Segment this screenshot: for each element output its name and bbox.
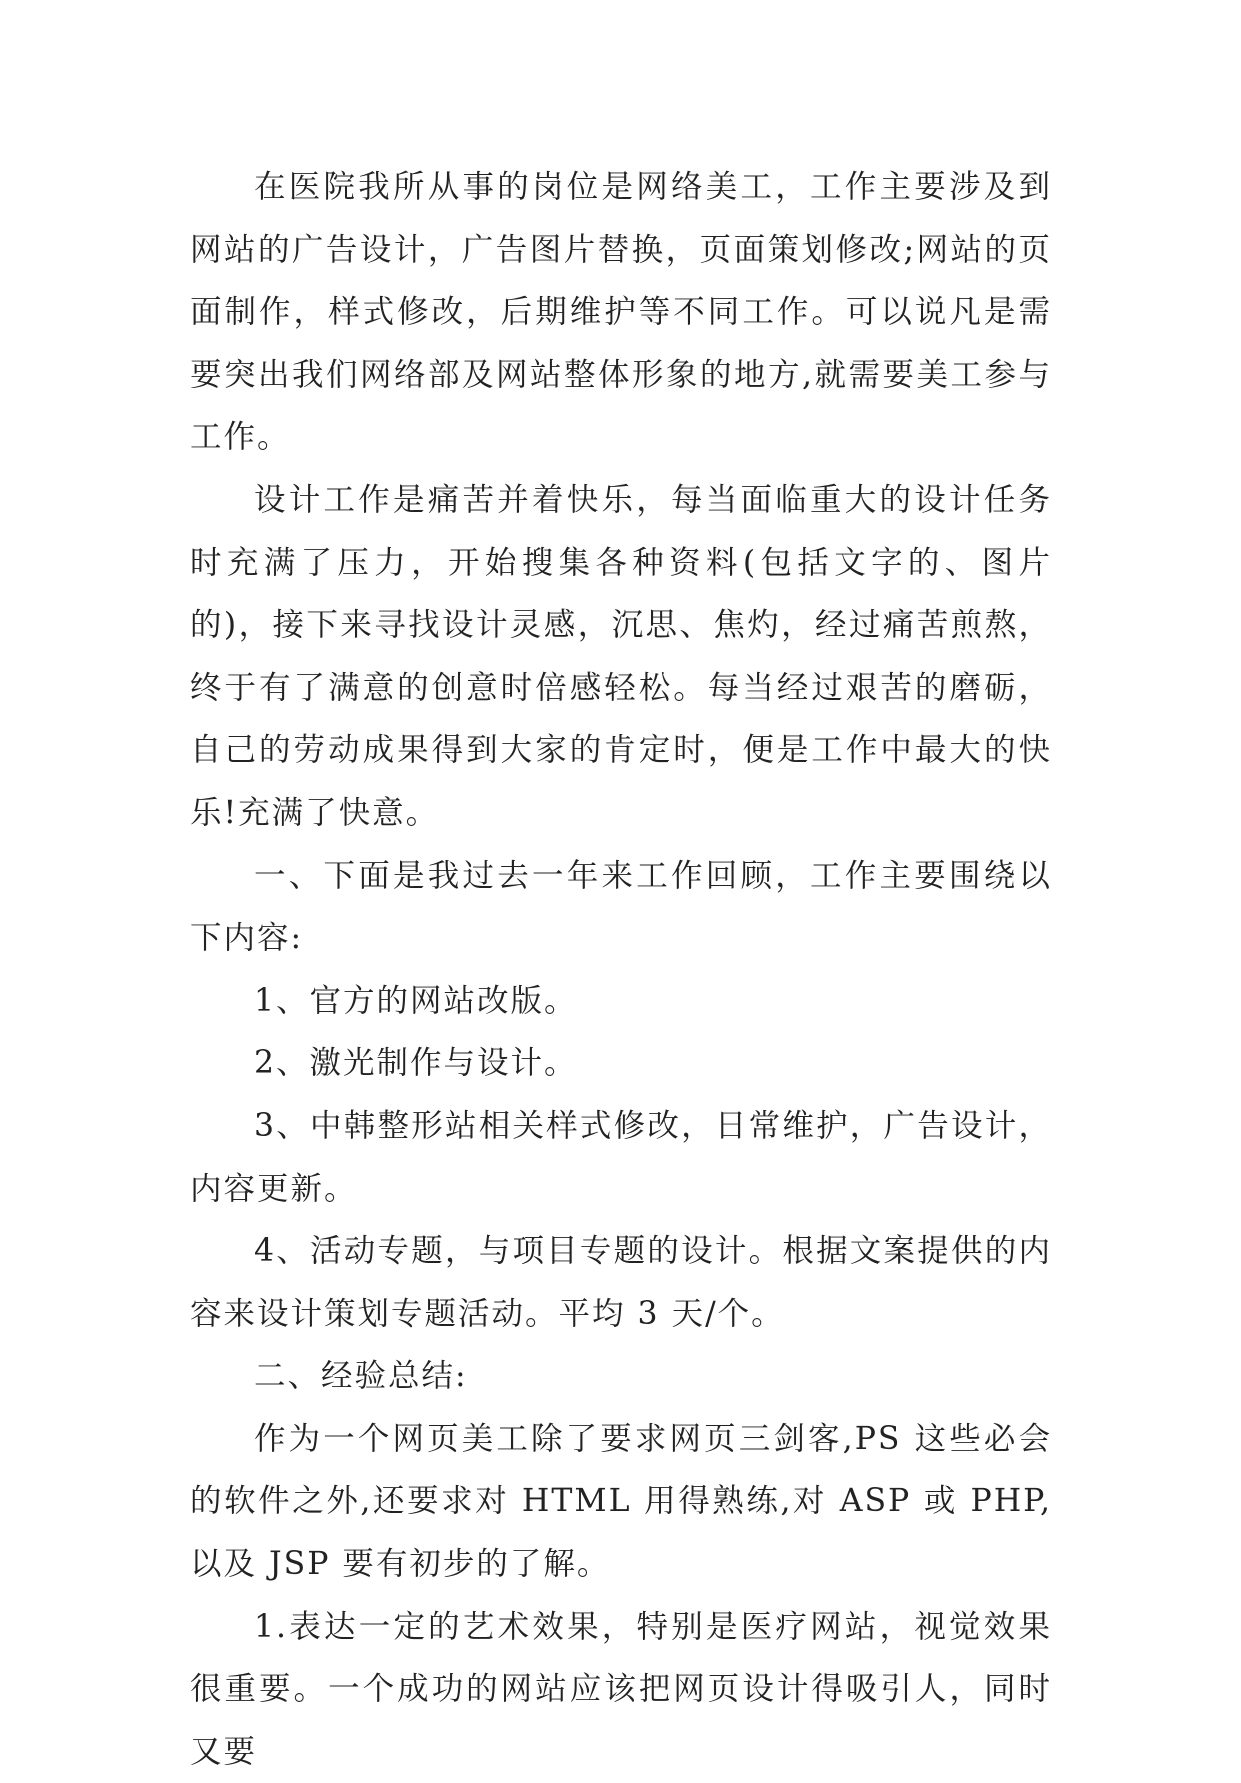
paragraph-artistic-effect: 1.表达一定的艺术效果，特别是医疗网站，视觉效果很重要。一个成功的网站应该把网页设计得吸引人，同时又要 [190, 1608, 1052, 1770]
list-item-4: 4、活动专题，与项目专题的设计。根据文案提供的内容来设计策划专题活动。平均 3 天/个。 [190, 1233, 1052, 1332]
list-item-3: 3、中韩整形站相关样式修改，日常维护，广告设计，内容更新。 [190, 1107, 1052, 1207]
paragraph-skills: 作为一个网页美工除了要求网页三剑客,PS 这些必会的软件之外,还要求对 HTML 用得熟练,对 ASP 或 PHP,以及 JSP 要有初步的了解。 [190, 1420, 1052, 1583]
list-item-2: 2、激光制作与设计。 [254, 1045, 578, 1082]
list-item-1: 1、官方的网站改版。 [254, 982, 578, 1019]
paragraph-role-intro: 在医院我所从事的岗位是网络美工，工作主要涉及到网站的广告设计，广告图片替换，页面策划修改;网站的页面制作，样式修改，后期维护等不同工作。可以说凡是需要突出我们网络部及网站整体形象的地方,就需要美工参与工作。 [190, 169, 1052, 456]
heading-experience-summary: 二、经验总结: [254, 1358, 468, 1395]
paragraph-design-feelings: 设计工作是痛苦并着快乐，每当面临重大的设计任务时充满了压力，开始搜集各种资料(包括文字的、图片的)，接下来寻找设计灵感，沉思、焦灼，经过痛苦煎熬，终于有了满意的创意时倍感轻松。每当经过艰苦的磨砺，自己的劳动成果得到大家的肯定时，便是工作中最大的快乐!充满了快意。 [190, 481, 1052, 831]
heading-work-review: 一、下面是我过去一年来工作回顾，工作主要围绕以下内容: [190, 857, 1052, 957]
document-body [190, 156, 1052, 1783]
